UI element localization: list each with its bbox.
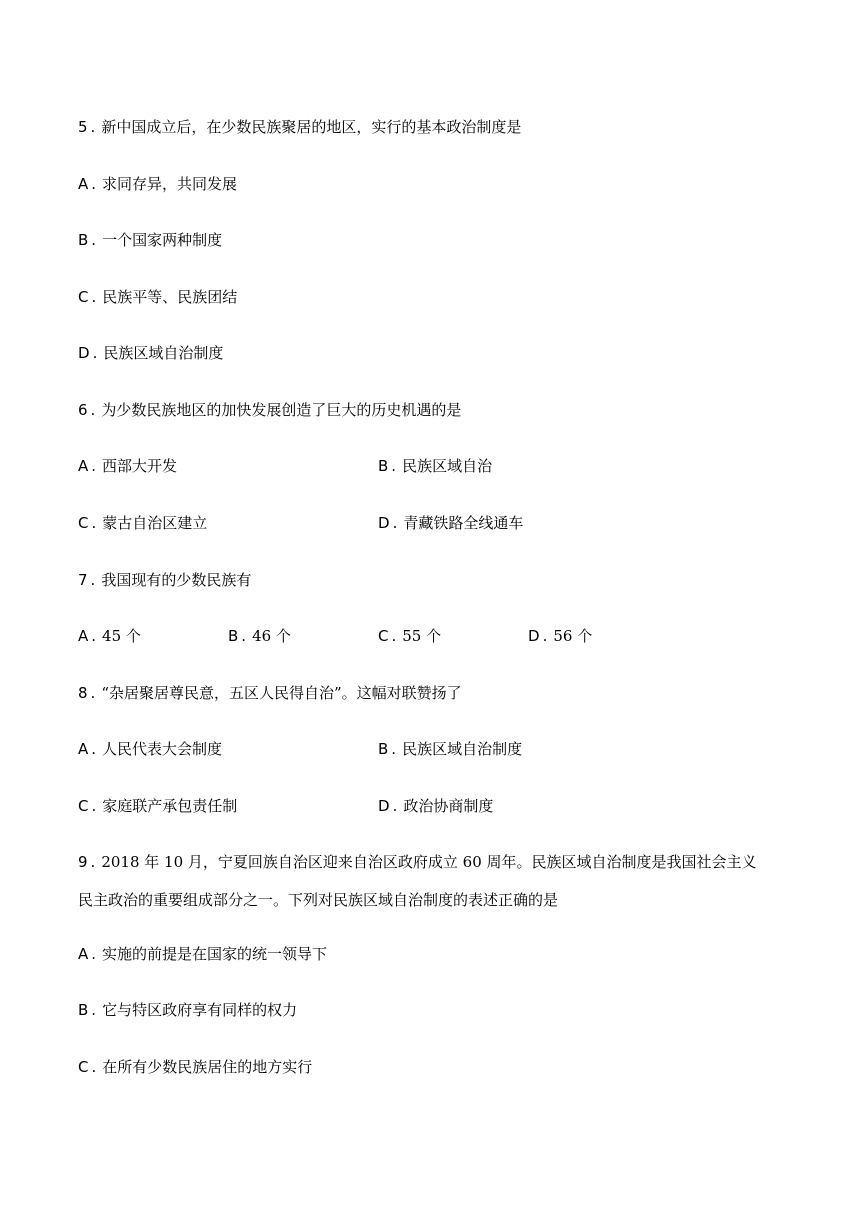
separator: .: [90, 571, 96, 589]
option-letter: C: [78, 514, 89, 532]
question-6-option-c: [78, 513, 207, 533]
question-text: 民主政治的重要组成部分之一。下列对民族区域自治制度的表述正确的是: [78, 891, 559, 909]
question-text: 为少数民族地区的加快发展创造了巨大的历史机遇的是: [101, 401, 462, 419]
question-text: 2018 年 10 月，宁夏回族自治区迎来自治区政府成立 60 周年。民族区域自治制度是我国社会主义: [101, 853, 757, 871]
question-6-stem: [78, 400, 461, 420]
option-text: 55 个: [402, 627, 442, 645]
question-6-option-a: [78, 456, 177, 476]
option-letter: A: [78, 740, 89, 758]
separator: .: [91, 231, 97, 249]
option-text: 一个国家两种制度: [102, 231, 223, 249]
option-text: 45 个: [102, 627, 141, 645]
question-7-option-d: [528, 626, 592, 646]
separator: .: [91, 288, 97, 306]
option-letter: B: [378, 457, 389, 475]
option-text: 求同存异，共同发展: [102, 175, 238, 193]
option-letter: A: [78, 945, 89, 963]
option-text: 民族区域自治: [402, 457, 493, 475]
separator: .: [391, 740, 397, 758]
question-8-option-b: [378, 739, 522, 759]
option-letter: D: [528, 627, 540, 645]
option-letter: C: [78, 797, 89, 815]
separator: .: [90, 853, 96, 871]
question-7-option-b: [228, 626, 291, 646]
option-text: 它与特区政府享有同样的权力: [102, 1001, 298, 1019]
separator: .: [90, 684, 96, 702]
question-number: 7: [78, 571, 88, 589]
question-7-option-a: [78, 626, 141, 646]
option-letter: C: [78, 1058, 89, 1076]
separator: .: [91, 627, 97, 645]
option-letter: D: [378, 514, 390, 532]
question-8-stem: [78, 683, 462, 703]
question-6-option-d: [378, 513, 523, 533]
question-5-stem: [78, 117, 521, 137]
separator: .: [91, 740, 97, 758]
option-text: 西部大开发: [102, 457, 178, 475]
question-9-option-c: [78, 1057, 312, 1077]
option-text: 政治协商制度: [403, 797, 494, 815]
option-letter: A: [78, 457, 89, 475]
separator: .: [241, 627, 247, 645]
separator: .: [542, 627, 548, 645]
option-letter: D: [78, 344, 90, 362]
option-text: 民族区域自治制度: [103, 344, 224, 362]
question-8-option-d: [378, 796, 493, 816]
option-letter: C: [78, 288, 89, 306]
option-text: 人民代表大会制度: [102, 740, 223, 758]
option-letter: D: [378, 797, 390, 815]
separator: .: [91, 457, 97, 475]
question-text: “杂居聚居尊民意，五区人民得自治”。这幅对联赞扬了: [101, 684, 462, 702]
option-text: 青藏铁路全线通车: [403, 514, 524, 532]
separator: .: [90, 118, 96, 136]
separator: .: [92, 344, 98, 362]
question-5-option-a: [78, 174, 237, 194]
separator: .: [91, 1001, 97, 1019]
question-number: 8: [78, 684, 88, 702]
question-8-option-a: [78, 739, 222, 759]
question-number: 5: [78, 118, 88, 136]
question-9-stem-continued: [78, 890, 558, 910]
question-5-option-c: [78, 287, 237, 307]
separator: .: [91, 1058, 97, 1076]
question-9-stem: [78, 852, 757, 872]
separator: .: [391, 627, 397, 645]
separator: .: [91, 945, 97, 963]
option-text: 在所有少数民族居住的地方实行: [102, 1058, 313, 1076]
separator: .: [91, 514, 97, 532]
question-7-stem: [78, 570, 251, 590]
option-letter: A: [78, 175, 89, 193]
separator: .: [91, 797, 97, 815]
question-7-option-c: [378, 626, 441, 646]
option-text: 家庭联产承包责任制: [102, 797, 238, 815]
option-letter: B: [78, 231, 89, 249]
option-letter: C: [378, 627, 389, 645]
question-8-option-c: [78, 796, 237, 816]
question-5-option-b: [78, 230, 222, 250]
question-number: 9: [78, 853, 88, 871]
separator: .: [90, 401, 96, 419]
option-text: 46 个: [252, 627, 291, 645]
option-text: 民族区域自治制度: [402, 740, 523, 758]
question-5-option-d: [78, 343, 223, 363]
question-9-option-a: [78, 944, 327, 964]
option-letter: B: [378, 740, 389, 758]
separator: .: [392, 797, 398, 815]
option-text: 56 个: [553, 627, 593, 645]
question-number: 6: [78, 401, 88, 419]
option-text: 实施的前提是在国家的统一领导下: [102, 945, 328, 963]
question-9-option-b: [78, 1000, 297, 1020]
option-letter: A: [78, 627, 89, 645]
option-letter: B: [78, 1001, 89, 1019]
option-text: 蒙古自治区建立: [102, 514, 208, 532]
option-text: 民族平等、民族团结: [102, 288, 238, 306]
question-6-option-b: [378, 456, 492, 476]
option-letter: B: [228, 627, 239, 645]
separator: .: [391, 457, 397, 475]
separator: .: [392, 514, 398, 532]
separator: .: [91, 175, 97, 193]
question-text: 新中国成立后，在少数民族聚居的地区，实行的基本政治制度是: [101, 118, 522, 136]
question-text: 我国现有的少数民族有: [101, 571, 252, 589]
